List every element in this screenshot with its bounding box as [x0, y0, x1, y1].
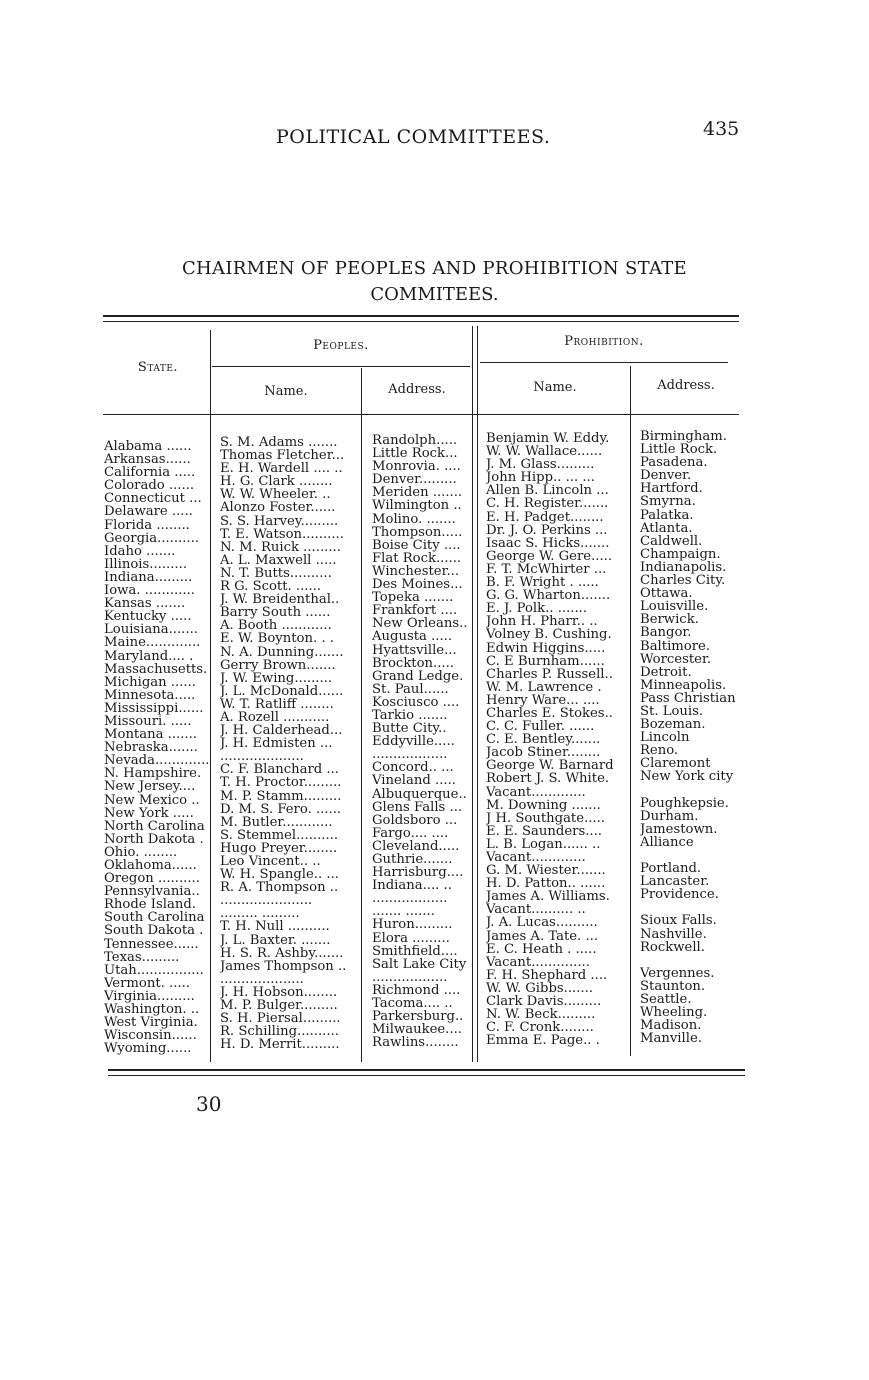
prohibition-address-cell [640, 901, 748, 914]
prohibition-address-cell: Berwick. [640, 613, 699, 627]
prohibition-name-column [486, 432, 630, 1047]
prohibition-name-cell: J. M. Glass......... [486, 458, 595, 472]
state-cell: Massachusetts. [104, 662, 208, 676]
peoples-address-cell: Thompson..... [372, 525, 463, 539]
prohibition-name-cell: E. C. Heath . ..... [486, 942, 597, 956]
prohibition-name-cell: Vacant............. [486, 785, 586, 799]
table-title-line-1: CHAIRMEN OF PEOPLES AND PROHIBITION STATE [181, 258, 688, 279]
peoples-name-cell: Alonzo Foster...... [220, 501, 336, 515]
header-bottom-rule [103, 414, 739, 415]
prohibition-name-cell: Vacant............. [486, 851, 586, 865]
prohibition-name-cell: Charles P. Russell.. [486, 667, 613, 681]
peoples-address-cell: Frankfort .... [372, 604, 458, 618]
prohibition-address-cell: Jamestown. [640, 822, 718, 836]
peoples-name-cell: James Thompson .. [220, 959, 347, 973]
prohibition-address-cell: Staunton. [640, 979, 706, 994]
prohibition-name-cell: J H. Southgate..... [486, 811, 605, 825]
bottom-rule [108, 1069, 745, 1071]
prohibition-name-cell: George W. Gere..... [486, 549, 613, 563]
peoples-address-column [372, 434, 474, 1049]
peoples-address-cell: Vineland ..... [372, 774, 456, 788]
prohibition-name-cell: Dr. J. O. Perkins ... [486, 523, 608, 537]
peoples-name-cell: A. L. Maxwell ..... [220, 553, 337, 567]
state-cell: Vermont. ..... [104, 976, 191, 990]
prohibition-name-cell: Isaac S. Hicks....... [486, 536, 610, 550]
prohibition-name-cell: M. Downing ....... [486, 798, 601, 812]
peoples-address-cell: ....... ....... [372, 905, 435, 919]
peoples-address-cell: Wilmington .. [372, 499, 462, 513]
peoples-name-cell: N. A. Dunning....... [220, 645, 344, 659]
peoples-name-cell: N. M. Ruick ......... [220, 540, 341, 554]
header-peoples-name: Name. [264, 384, 308, 399]
divider-prohibition-inner [630, 366, 631, 1056]
state-cell: Ohio. ........ [104, 845, 178, 859]
prohibition-address-cell [640, 849, 748, 862]
prohibition-address-cell: Worcester. [640, 652, 712, 666]
prohibition-address-cell: Sioux Falls. [640, 914, 717, 928]
divider-main-2 [477, 326, 478, 1062]
peoples-name-cell: R. Schilling.......... [220, 1025, 339, 1039]
state-cell: Oregon .......... [104, 872, 200, 886]
peoples-name-cell: T. E. Watson.......... [220, 527, 344, 541]
prohibition-address-cell: Caldwell. [640, 534, 703, 548]
prohibition-address-cell: Lancaster. [640, 875, 710, 889]
peoples-address-cell: Indiana.... .. [372, 879, 452, 893]
prohibition-address-cell: Seattle. [640, 993, 692, 1007]
header-state: State. [137, 360, 179, 375]
prohibition-address-cell: Baltimore. [640, 639, 711, 653]
peoples-name-cell: E. W. Boynton. . . [220, 632, 334, 646]
peoples-name-cell: Gerry Brown....... [220, 658, 336, 672]
prohibition-name-cell: Clark Davis......... [486, 995, 602, 1009]
peoples-address-cell: Kosciusco .... [372, 695, 460, 709]
header-peoples: Peoples. [313, 338, 369, 353]
top-rule-2 [103, 321, 739, 322]
prohibition-name-cell: James A. Tate. ... [486, 929, 599, 943]
peoples-address-cell: Fargo.... .... [372, 826, 449, 840]
prohibition-name-cell: C. H. Register....... [486, 497, 609, 511]
peoples-address-cell: Denver......... [372, 473, 457, 487]
peoples-name-cell: M. P. Stamm......... [220, 789, 342, 803]
peoples-address-cell: Eddyville..... [372, 735, 455, 749]
state-cell: North Carolina [104, 819, 205, 833]
state-cell: Maine............. [104, 636, 201, 650]
state-cell: Montana ....... [104, 728, 197, 742]
peoples-name-cell: Thomas Fletcher... [220, 449, 345, 463]
peoples-address-cell: Tarkio ....... [372, 708, 448, 723]
state-cell: Alabama ...... [104, 440, 192, 454]
state-cell: New Jersey.... [104, 780, 196, 794]
state-cell: Connecticut ... [104, 492, 202, 506]
state-cell: Missouri. ..... [104, 714, 192, 729]
state-cell: New Mexico .. [104, 793, 200, 807]
peoples-address-cell: Smithfield.... [372, 944, 458, 958]
state-cell: N. Hampshire. [104, 767, 202, 781]
peoples-address-cell: Augusta ..... [372, 630, 453, 644]
prohibition-address-cell: Manville. [640, 1032, 702, 1046]
peoples-address-cell: Parkersburg.. [372, 1010, 464, 1024]
prohibition-address-cell: Bozeman. [640, 718, 706, 732]
peoples-name-cell: J. H. Calderhead... [220, 724, 343, 738]
peoples-name-cell: J. W. Breidenthal.. [220, 593, 340, 607]
state-cell: Georgia.......... [104, 531, 200, 545]
prohibition-address-cell: Madison. [640, 1019, 702, 1033]
peoples-address-cell: Elora ......... [372, 931, 450, 945]
peoples-address-cell: Boise City .... [372, 538, 461, 552]
top-rule [103, 315, 739, 317]
prohibition-name-cell: G. G. Wharton....... [486, 589, 611, 603]
state-cell: Indiana......... [104, 570, 193, 585]
state-column [104, 440, 210, 1055]
state-cell: New York ..... [104, 806, 194, 820]
prohibition-address-cell: Little Rock. [640, 443, 718, 457]
peoples-name-cell: D. M. S. Fero. ...... [220, 802, 342, 816]
prohibition-address-cell: Detroit. [640, 665, 692, 679]
prohibition-address-cell: Denver. [640, 469, 692, 483]
prohibition-underline [480, 362, 728, 363]
peoples-address-cell: Little Rock... [372, 447, 458, 461]
peoples-address-cell: Randolph..... [372, 434, 458, 448]
prohibition-name-cell: Edwin Higgins..... [486, 641, 606, 655]
peoples-underline [212, 366, 470, 367]
state-cell: Illinois......... [104, 557, 188, 571]
peoples-address-cell: St. Paul...... [372, 682, 449, 696]
prohibition-address-cell: Durham. [640, 809, 699, 823]
divider-peoples-inner [361, 368, 362, 1062]
prohibition-address-cell: Birmingham. [640, 430, 727, 444]
peoples-name-cell: Barry South ...... [220, 606, 331, 620]
peoples-address-cell: Concord.. ... [372, 761, 454, 775]
state-cell: Rhode Island. [104, 898, 196, 912]
prohibition-name-cell: George W. Barnard [486, 759, 614, 773]
prohibition-address-cell: Lincoln [640, 731, 690, 745]
prohibition-name-cell: Henry Ware... .... [486, 693, 600, 707]
prohibition-name-cell: J. A. Lucas.......... [486, 916, 598, 930]
header-prohibition-address: Address. [657, 378, 715, 393]
state-cell: Delaware ..... [104, 505, 193, 519]
peoples-address-cell: Des Moines... [372, 578, 463, 592]
state-cell: Wisconsin...... [104, 1029, 197, 1043]
peoples-name-cell: M. P. Bulger......... [220, 999, 338, 1013]
peoples-name-cell: J. W. Ewing......... [220, 671, 333, 685]
peoples-name-cell: .................... [220, 750, 304, 764]
peoples-name-cell: T. H. Null .......... [220, 920, 330, 934]
state-cell: Virginia......... [104, 989, 195, 1004]
prohibition-address-cell: Reno. [640, 744, 679, 758]
prohibition-address-cell: Minneapolis. [640, 678, 727, 692]
peoples-name-column [220, 436, 361, 1051]
state-cell: California ..... [104, 466, 196, 480]
prohibition-name-cell: Charles E. Stokes.. [486, 706, 613, 721]
prohibition-address-cell: Alliance [640, 835, 694, 849]
prohibition-address-cell: Palatka. [640, 508, 694, 522]
state-cell: Minnesota..... [104, 688, 196, 702]
prohibition-name-cell: Vacant.............. [486, 955, 590, 969]
peoples-name-cell: ...................... [220, 894, 313, 908]
prohibition-name-cell: H. D. Patton.. ...... [486, 877, 606, 891]
state-cell: Kentucky ..... [104, 610, 192, 624]
state-cell: Kansas ....... [104, 597, 186, 611]
peoples-address-cell: Milwaukee.... [372, 1023, 462, 1037]
prohibition-address-cell: Ottawa. [640, 587, 693, 601]
state-cell: South Carolina [104, 911, 205, 925]
prohibition-address-cell: Rockwell. [640, 940, 705, 954]
peoples-name-cell: J. H. Edmisten ... [220, 737, 333, 751]
footer-number: 30 [196, 1092, 222, 1116]
peoples-name-cell: R G. Scott. ...... [220, 580, 322, 594]
state-cell: Florida ........ [104, 518, 190, 532]
peoples-address-cell: Harrisburg.... [372, 866, 464, 880]
peoples-name-cell: M. Butler............ [220, 815, 333, 829]
peoples-address-cell: .................. [372, 748, 448, 762]
prohibition-address-cell: New York city [640, 770, 734, 784]
peoples-address-cell: Meriden ....... [372, 486, 463, 500]
prohibition-name-cell: W. W. Gibbs....... [486, 981, 594, 996]
prohibition-name-cell: G. M. Wiester....... [486, 864, 606, 878]
peoples-address-cell: Winchester... [372, 564, 460, 579]
prohibition-address-cell: Providence. [640, 888, 719, 902]
prohibition-address-cell: Claremont [640, 757, 711, 771]
prohibition-address-cell: Hartford. [640, 482, 703, 496]
peoples-address-cell: Salt Lake City [372, 957, 467, 971]
peoples-name-cell: A. Rozell ........... [220, 710, 330, 725]
peoples-address-cell: Cleveland..... [372, 839, 460, 853]
prohibition-address-cell: Charles City. [640, 574, 726, 588]
bottom-rule-2 [108, 1075, 745, 1076]
state-cell: Oklahoma...... [104, 859, 197, 873]
prohibition-address-cell: Bangor. [640, 626, 692, 640]
prohibition-name-cell: L. B. Logan...... .. [486, 837, 601, 851]
prohibition-name-cell: F. T. McWhirter ... [486, 562, 607, 577]
prohibition-name-cell: C. E Burnham...... [486, 654, 605, 668]
peoples-address-cell: Flat Rock...... [372, 551, 462, 565]
prohibition-address-cell: St. Louis. [640, 704, 704, 719]
peoples-name-cell: A. Booth ............ [220, 619, 332, 633]
peoples-name-cell: S. Stemmel.......... [220, 828, 339, 842]
prohibition-name-cell: W. M. Lawrence . [486, 680, 602, 694]
prohibition-address-cell: Pasadena. [640, 456, 708, 470]
prohibition-address-cell: Louisville. [640, 600, 709, 614]
peoples-address-cell: Monrovia. .... [372, 460, 461, 474]
state-cell: West Virginia. [104, 1016, 198, 1030]
page-number: 435 [703, 118, 740, 140]
prohibition-name-cell: F. H. Shephard .... [486, 968, 608, 982]
peoples-name-cell: R. A. Thompson .. [220, 881, 339, 895]
state-cell: Colorado ...... [104, 479, 195, 493]
state-cell: Louisiana....... [104, 623, 198, 637]
peoples-address-cell: Hyattsville... [372, 643, 457, 657]
header-prohibition-name: Name. [533, 380, 577, 395]
header-peoples-address: Address. [388, 382, 446, 397]
peoples-name-cell: S. M. Adams ....... [220, 436, 338, 450]
prohibition-name-cell: Benjamin W. Eddy. [486, 432, 610, 446]
prohibition-address-cell: Poughkepsie. [640, 796, 729, 810]
prohibition-address-cell: Champaign. [640, 547, 721, 561]
peoples-address-cell: Goldsboro ... [372, 813, 458, 827]
prohibition-name-cell: N. W. Beck......... [486, 1008, 596, 1022]
state-cell: Nebraska....... [104, 741, 198, 755]
peoples-name-cell: J. L. McDonald...... [220, 684, 344, 698]
state-cell: Mississippi...... [104, 701, 204, 715]
prohibition-name-cell: Emma E. Page.. . [486, 1034, 600, 1048]
prohibition-name-cell: John Hipp.. ... ... [486, 471, 595, 485]
state-cell: Pennsylvania.. [104, 885, 200, 899]
peoples-name-cell: Leo Vincent.. .. [220, 855, 321, 869]
prohibition-address-cell: Smyrna. [640, 495, 696, 509]
prohibition-address-cell [640, 784, 748, 797]
prohibition-address-cell: Vergennes. [640, 966, 715, 980]
state-cell: South Dakota . [104, 924, 204, 938]
peoples-address-cell: Huron......... [372, 918, 453, 932]
peoples-name-cell: S. S. Harvey......... [220, 514, 339, 528]
prohibition-name-cell: John H. Pharr.. .. [486, 615, 598, 629]
peoples-name-cell: H. G. Clark ........ [220, 475, 333, 489]
state-cell: Idaho ....... [104, 544, 176, 558]
peoples-address-cell: Grand Ledge. [372, 669, 464, 683]
peoples-address-cell: Albuquerque.. [372, 787, 467, 801]
prohibition-name-cell: C. C. Fuller. ...... [486, 720, 595, 734]
prohibition-address-cell: Portland. [640, 862, 702, 876]
peoples-name-cell: C. F. Blanchard ... [220, 763, 340, 777]
prohibition-name-cell: James A. Williams. [486, 890, 610, 904]
state-cell: Iowa. ............ [104, 584, 195, 598]
peoples-name-cell: Hugo Preyer........ [220, 841, 338, 855]
prohibition-name-cell: C. F. Cronk........ [486, 1021, 594, 1035]
prohibition-name-cell: E. E. Saunders.... [486, 824, 602, 838]
peoples-name-cell: .................... [220, 972, 304, 986]
table-title-line-2: COMMITEES. [370, 284, 499, 305]
header-prohibition: Prohibition. [564, 334, 644, 349]
state-cell: Utah................ [104, 963, 204, 977]
peoples-address-cell: New Orleans.. [372, 617, 468, 631]
peoples-name-cell: T. H. Proctor......... [220, 776, 342, 790]
peoples-name-cell: H. D. Merrit......... [220, 1038, 340, 1052]
peoples-address-cell: Glens Falls ... [372, 800, 463, 814]
running-head: POLITICAL COMMITTEES. [276, 126, 551, 148]
peoples-address-cell: Brockton..... [372, 656, 455, 670]
state-cell: Maryland.... . [104, 649, 194, 663]
peoples-name-cell: W. W. Wheeler. .. [220, 488, 331, 502]
prohibition-address-cell: Pass Christian [640, 691, 736, 705]
prohibition-name-cell: Jacob Stiner........ [486, 746, 601, 760]
prohibition-name-cell: Robert J. S. White. [486, 772, 610, 786]
prohibition-name-cell: Volney B. Cushing. [486, 628, 612, 642]
peoples-name-cell: H. S. R. Ashby....... [220, 946, 344, 960]
state-cell: Wyoming...... [104, 1042, 192, 1056]
prohibition-address-cell: Indianapolis. [640, 560, 727, 575]
state-cell: Nevada............. [104, 754, 210, 768]
peoples-address-cell: Butte City.. [372, 722, 447, 736]
prohibition-address-cell [640, 954, 748, 967]
peoples-name-cell: W. T. Ratliff ........ [220, 697, 334, 711]
peoples-name-cell: S. H. Piersal......... [220, 1012, 341, 1026]
prohibition-address-column [640, 430, 748, 1045]
state-cell: Washington. .. [104, 1003, 200, 1017]
peoples-address-cell: Richmond .... [372, 983, 461, 998]
peoples-address-cell: Molino. ....... [372, 512, 456, 526]
prohibition-name-cell: Vacant.......... .. [486, 903, 586, 917]
state-cell: North Dakota . [104, 832, 204, 846]
state-cell: Arkansas...... [104, 453, 191, 467]
peoples-address-cell: Guthrie....... [372, 853, 453, 867]
state-cell: Michigan ...... [104, 675, 196, 689]
prohibition-name-cell: E. J. Polk.. ....... [486, 602, 588, 616]
peoples-name-cell: ......... ......... [220, 907, 300, 921]
peoples-name-cell: W. H. Spangle.. ... [220, 868, 339, 882]
peoples-name-cell: J. H. Hobson........ [220, 985, 338, 1000]
prohibition-address-cell: Atlanta. [640, 521, 693, 535]
peoples-address-cell: Rawlins........ [372, 1036, 459, 1050]
divider-state [210, 330, 211, 1062]
peoples-address-cell: .................. [372, 892, 448, 906]
peoples-name-cell: N. T. Butts.......... [220, 566, 332, 581]
peoples-name-cell: E. H. Wardell .... .. [220, 462, 343, 476]
prohibition-name-cell: C. E. Bentley....... [486, 733, 601, 747]
peoples-address-cell: Tacoma.... .. [372, 997, 453, 1011]
prohibition-name-cell: E. H. Padget........ [486, 510, 604, 524]
prohibition-name-cell: W. W. Wallace...... [486, 445, 603, 459]
prohibition-name-cell: Allen B. Lincoln ... [486, 484, 609, 498]
peoples-name-cell: J. L. Baxter. ....... [220, 933, 331, 947]
prohibition-address-cell: Nashville. [640, 927, 707, 941]
prohibition-address-cell: Wheeling. [640, 1006, 708, 1020]
state-cell: Texas......... [104, 950, 180, 964]
prohibition-name-cell: B. F. Wright . ..... [486, 576, 599, 590]
peoples-address-cell: .................. [372, 970, 448, 984]
peoples-address-cell: Topeka ....... [372, 591, 454, 605]
state-cell: Tennessee...... [104, 937, 199, 951]
